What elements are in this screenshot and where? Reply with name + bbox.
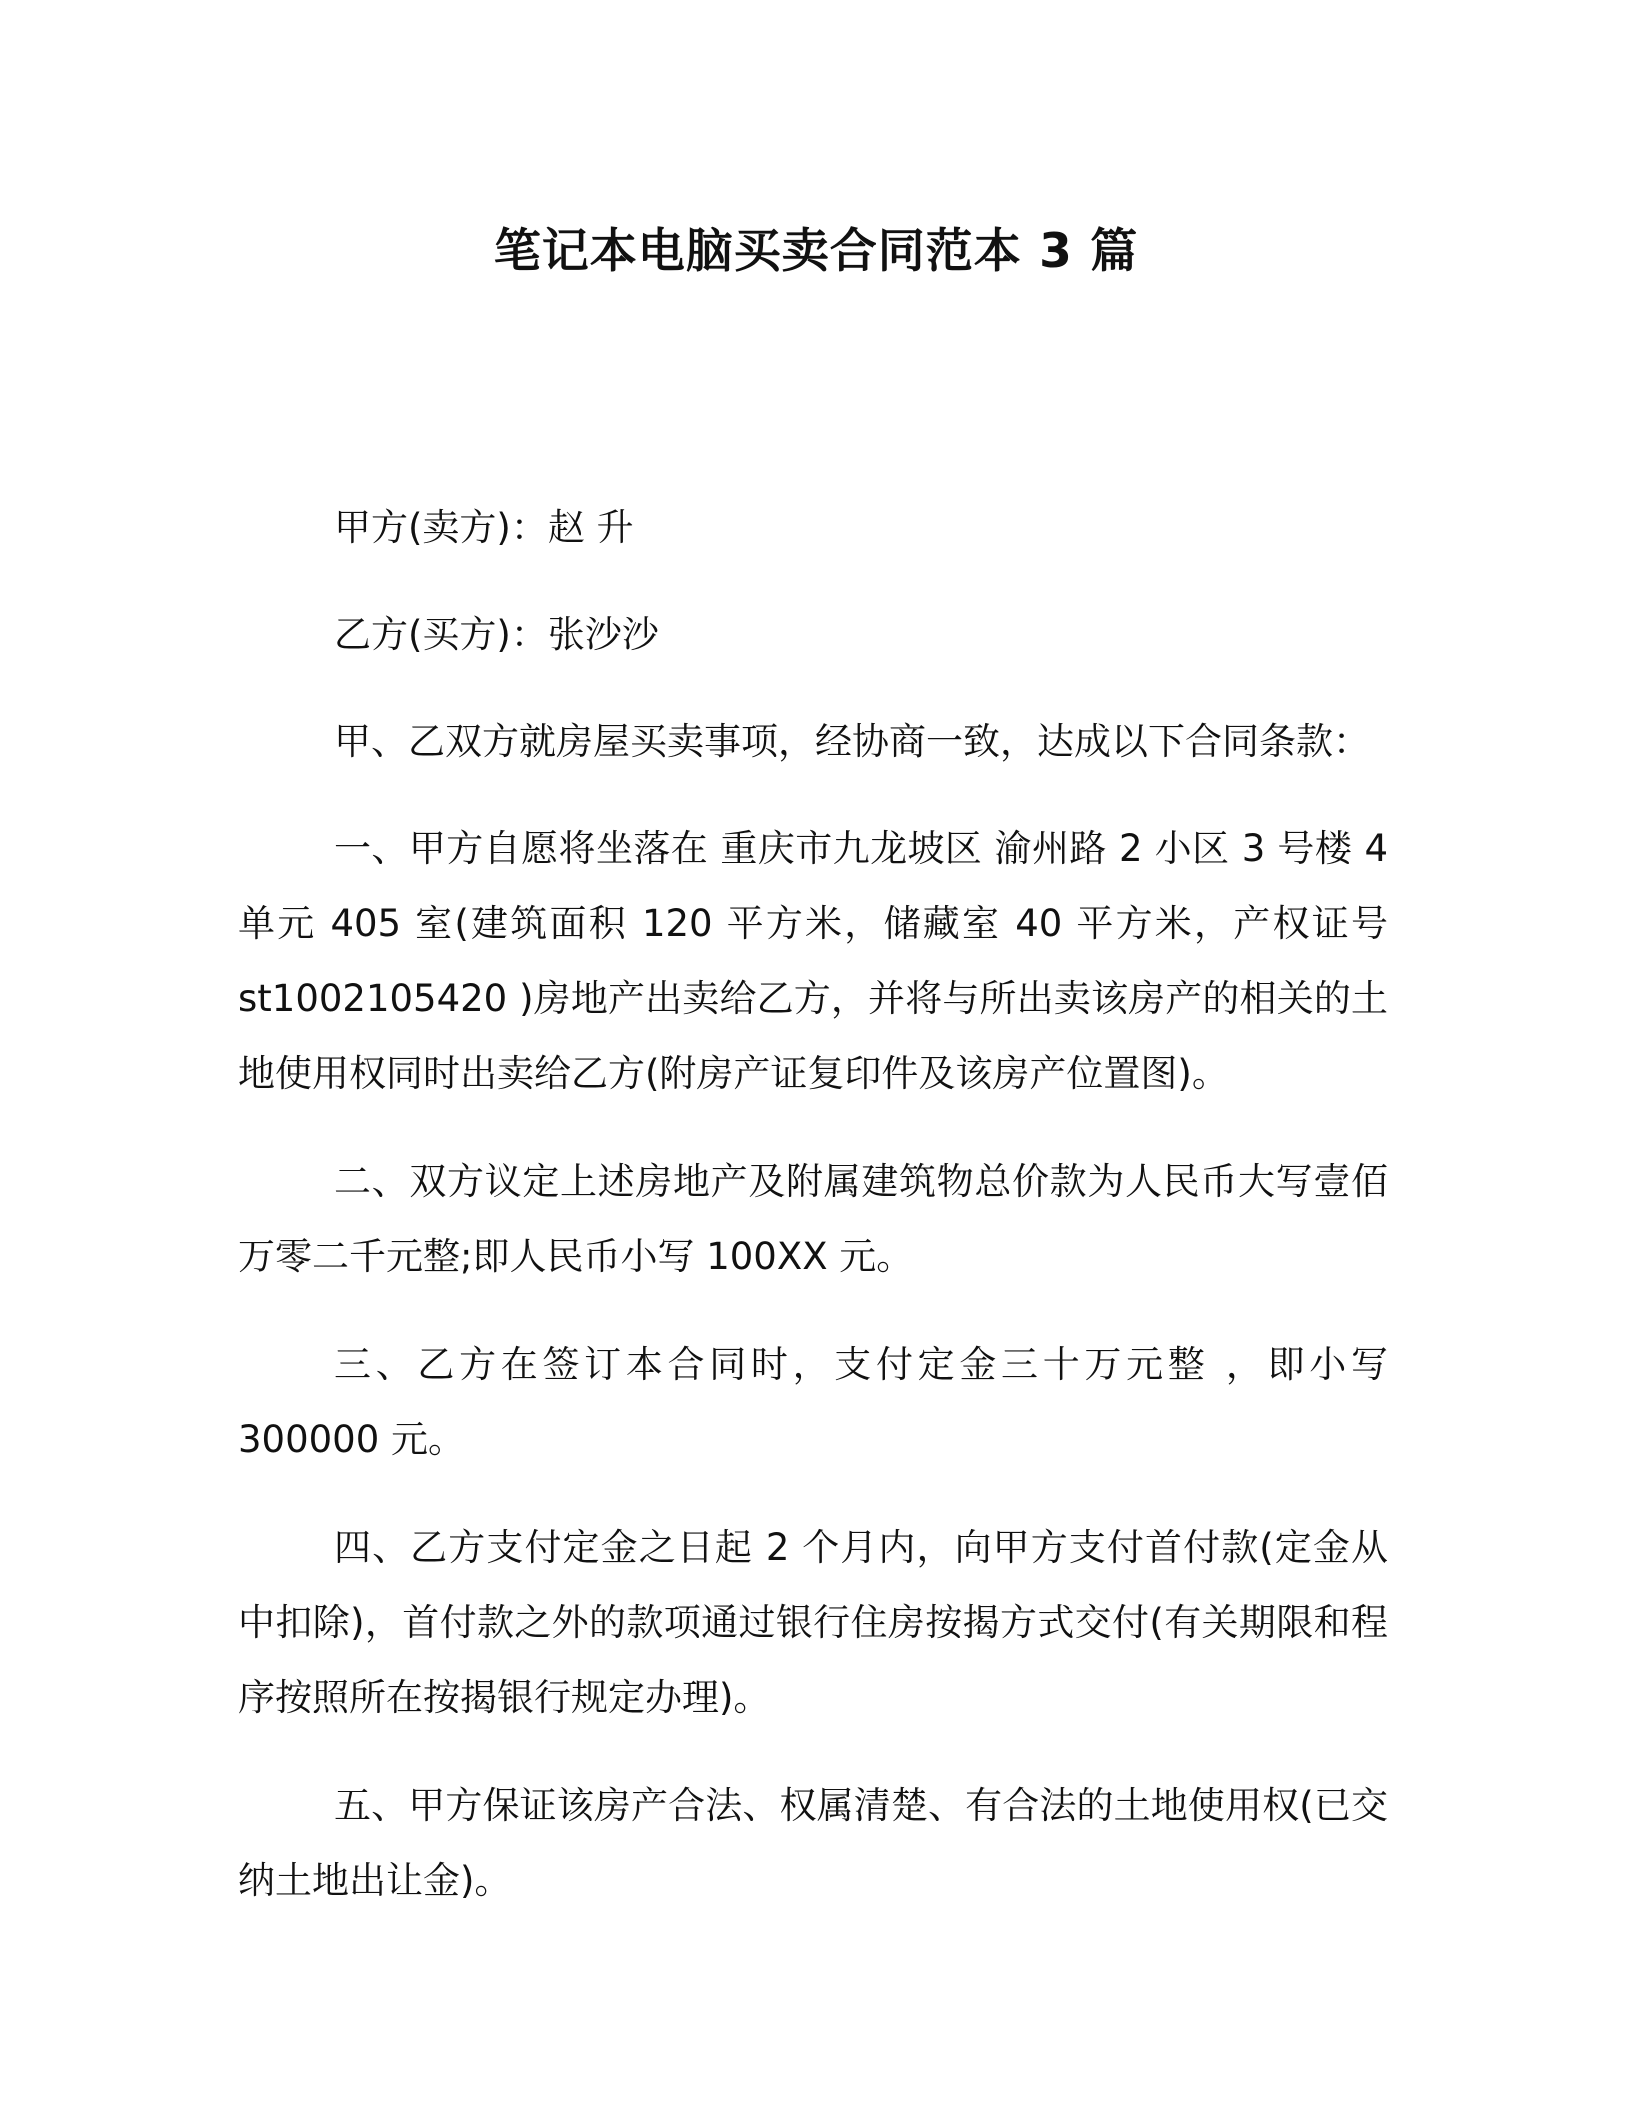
document-body: [238, 490, 1388, 1951]
intro-paragraph: 甲、乙双方就房屋买卖事项，经协商一致，达成以下合同条款：: [334, 720, 1370, 763]
party-b-line: 乙方(买方)：张沙沙: [334, 613, 659, 656]
party-a-line: 甲方(卖方)：赵 升: [334, 506, 634, 549]
clause-3: 三、乙方在签订本合同时，支付定金三十万元整 ，即小写 300000 元。: [238, 1343, 1388, 1461]
clause-2: 二、双方议定上述房地产及附属建筑物总价款为人民币大写壹佰万零二千元整;即人民币小写 100XX 元。: [238, 1160, 1388, 1278]
clause-1: 一、甲方自愿将坐落在 重庆市九龙坡区 渝州路 2 小区 3 号楼 4 单元 405 室(建筑面积 120 平方米，储藏室 40 平方米，产权证号 st1002105420 )房地产出卖给乙方，并将与所出卖该房产的相关的土地使用权同时出卖给乙方(附房产证复印件及该房产位置图)。: [238, 827, 1388, 1095]
document-title: 笔记本电脑买卖合同范本 3 篇: [493, 224, 1139, 279]
clause-5: 五、甲方保证该房产合法、权属清楚、有合法的土地使用权(已交纳土地出让金)。: [238, 1784, 1388, 1902]
clause-4: 四、乙方支付定金之日起 2 个月内，向甲方支付首付款(定金从中扣除)，首付款之外的款项通过银行住房按揭方式交付(有关期限和程序按照所在按揭银行规定办理)。: [238, 1526, 1388, 1719]
